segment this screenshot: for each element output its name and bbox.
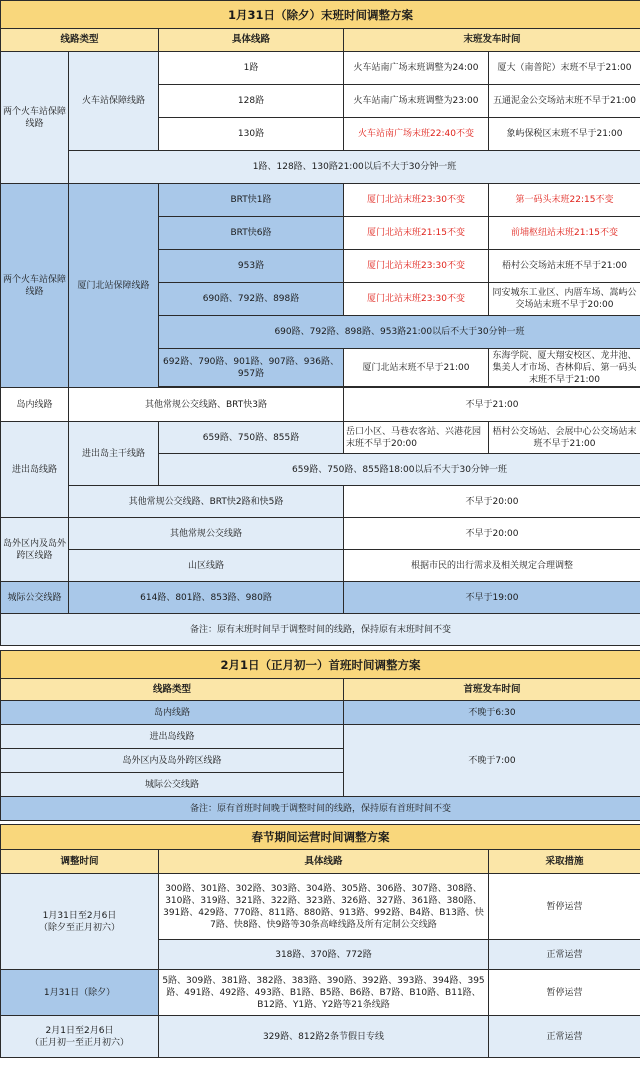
mountain-time: 根据市民的出行需求及相关规定合理调整 (344, 550, 640, 582)
outer-type: 岛外区内及岛外跨区线路 (1, 518, 69, 582)
inout-note: 659路、750路、855路18:00以后不大于30分钟一班 (159, 454, 640, 486)
time-cell: 厦门北站末班23:30不变 (344, 283, 489, 316)
time-cell: 岳口小区、马巷农客站、兴港花园末班不早于20:00 (344, 422, 489, 454)
section1-remark: 备注：原有末班时间早于调整时间的线路，保持原有末班时间不变 (1, 614, 640, 646)
route-cell: 1路 (159, 52, 344, 85)
action-cell: 暂停运营 (489, 970, 640, 1016)
group1-type: 两个火车站保障线路 (1, 52, 69, 184)
group2-subtype: 厦门北站保障线路 (69, 184, 159, 388)
first-route-type: 城际公交线路 (1, 773, 344, 797)
first-time-630: 不晚于6:30 (344, 701, 640, 725)
inout-subtype: 进出岛主干线路 (69, 422, 159, 486)
group2-note: 690路、792路、898路、953路21:00以后不大于30分钟一班 (159, 316, 640, 349)
period-cell (1, 1016, 159, 1058)
inout-others-time: 不早于20:00 (344, 486, 640, 518)
time-cell: 厦门北站末班23:30不变 (344, 250, 489, 283)
outer-routes: 其他常规公交线路 (69, 518, 344, 550)
time-cell: 火车站南广场末班调整为23:00 (344, 85, 489, 118)
time-cell: 梧村公交场站、会展中心公交场站末班不早于21:00 (489, 422, 640, 454)
header-action: 采取措施 (489, 850, 640, 874)
first-route-type: 岛内线路 (1, 701, 344, 725)
inout-others: 其他常规公交线路、BRT快2路和快5路 (69, 486, 344, 518)
route-cell: 692路、790路、901路、907路、936路、957路 (159, 349, 344, 387)
section1-title: 1月31日（除夕）末班时间调整方案 (1, 1, 640, 29)
route-cell: 130路 (159, 118, 344, 151)
time-cell: 象屿保税区末班不早于21:00 (489, 118, 640, 151)
header-route-type: 线路类型 (1, 29, 159, 52)
festival-table (0, 824, 640, 1058)
routes-cell: 5路、309路、381路、382路、383路、390路、392路、393路、394路、395路、491路、492路、493路、B1路、B5路、B6路、B7路、B10路、B11路、B12路、Y1路、Y2路等21条线路 (159, 970, 489, 1016)
time-cell: 火车站南广场末班22:40不变 (344, 118, 489, 151)
time-cell: 厦大（南普陀）末班不早于21:00 (489, 52, 640, 85)
first-route-type: 岛外区内及岛外跨区线路 (1, 749, 344, 773)
island-type: 岛内线路 (1, 388, 69, 422)
header-route-type: 线路类型 (1, 679, 344, 701)
island-time: 不早于21:00 (344, 388, 640, 422)
time-cell: 第一码头末班22:15不变 (489, 184, 640, 217)
action-cell: 暂停运营 (489, 874, 640, 940)
outer-time: 不早于20:00 (344, 518, 640, 550)
period-lunar: （正月初一至正月初六） (29, 1037, 129, 1048)
group1-note: 1路、128路、130路21:00以后不大于30分钟一班 (69, 151, 640, 184)
time-cell: 厦门北站末班23:30不变 (344, 184, 489, 217)
header-period: 调整时间 (1, 850, 159, 874)
time-cell: 东海学院、厦大翔安校区、龙井池、集美人才市场、杏林仰后、第一码头末班不早于21:00 (489, 349, 640, 387)
time-cell: 梧村公交场站末班不早于21:00 (489, 250, 640, 283)
period-cell (1, 874, 159, 970)
time-cell: 同安城东工业区、内厝车场、嵩屿公交场站末班不早于20:00 (489, 283, 640, 316)
first-route-type: 进出岛线路 (1, 725, 344, 749)
section2-title: 2月1日（正月初一）首班时间调整方案 (1, 651, 640, 679)
action-cell: 正常运营 (489, 1016, 640, 1058)
period-date: 2月1日至2月6日 (45, 1025, 114, 1036)
section2-remark: 备注：原有首班时间晚于调整时间的线路，保持原有首班时间不变 (1, 797, 640, 821)
route-cell: BRT快6路 (159, 217, 344, 250)
island-routes: 其他常规公交线路、BRT快3路 (69, 388, 344, 422)
time-cell: 厦门北站末班不早于21:00 (344, 349, 489, 387)
time-cell: 火车站南广场末班调整为24:00 (344, 52, 489, 85)
first-bus-table (0, 650, 640, 821)
header-first-time: 首班发车时间 (344, 679, 640, 701)
routes-cell: 300路、301路、302路、303路、304路、305路、306路、307路、308路、310路、319路、321路、322路、323路、326路、327路、361路、380路、391路、429路、770路、811路、880路、913路、992路、B4路、B13路、快7路、快8路、快9路等30条高峰线路及所有定制公交线路 (159, 874, 489, 940)
time-cell: 五通泥金公交场站末班不早于21:00 (489, 85, 640, 118)
intercity-routes: 614路、801路、853路、980路 (69, 582, 344, 614)
header-routes: 具体线路 (159, 850, 489, 874)
route-cell: 953路 (159, 250, 344, 283)
routes-cell: 329路、812路2条节假日专线 (159, 1016, 489, 1058)
period-cell: 1月31日（除夕） (1, 970, 159, 1016)
route-cell: BRT快1路 (159, 184, 344, 217)
header-route: 具体线路 (159, 29, 344, 52)
period-date: 1月31日至2月6日 (42, 910, 117, 921)
mountain-routes: 山区线路 (69, 550, 344, 582)
time-cell: 前埔枢纽站末班21:15不变 (489, 217, 640, 250)
header-last-time: 末班发车时间 (344, 29, 640, 52)
action-cell: 正常运营 (489, 940, 640, 970)
group1-subtype: 火车站保障线路 (69, 52, 159, 151)
time-cell: 厦门北站末班21:15不变 (344, 217, 489, 250)
intercity-type: 城际公交线路 (1, 582, 69, 614)
routes-cell: 318路、370路、772路 (159, 940, 489, 970)
inout-type: 进出岛线路 (1, 422, 69, 518)
section3-title: 春节期间运营时间调整方案 (1, 825, 640, 850)
route-cell: 659路、750路、855路 (159, 422, 344, 454)
route-cell: 128路 (159, 85, 344, 118)
first-time-700: 不晚于7:00 (344, 725, 640, 797)
group2-type: 两个火车站保障线路 (1, 184, 69, 388)
route-cell: 690路、792路、898路 (159, 283, 344, 316)
period-lunar: （除夕至正月初六） (38, 922, 120, 933)
intercity-time: 不早于19:00 (344, 582, 640, 614)
